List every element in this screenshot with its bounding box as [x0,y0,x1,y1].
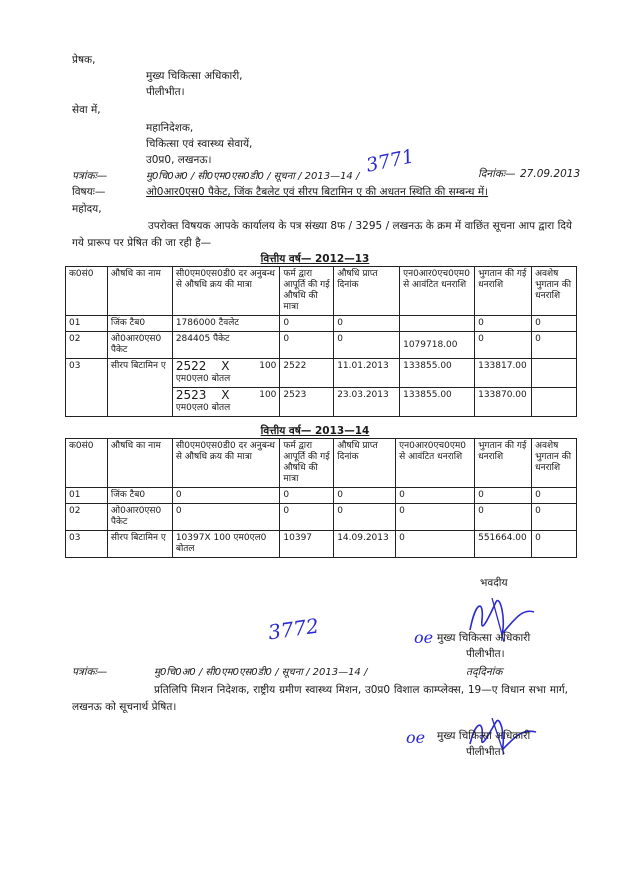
subject-label: विषयः— [72,186,106,198]
table1-title: वित्तीय वर्ष— 2012—13 [260,253,370,265]
col-sn: क0सं0 [66,439,108,488]
cell-date: 0 [334,504,396,531]
sender-label: प्रेषक, [72,54,96,66]
cell-balance: 0 [532,504,577,531]
col-purchase-qty: सी0एम0एस0डी0 दर अनुबन्ध से औषधि क्रय की मात्रा [172,439,280,488]
cell-name: ओ0आर0एस0 पैकेट [107,504,172,531]
cell-qty: 0 [172,504,280,531]
cell-supplied: 0 [280,332,334,359]
cell-allotted: 0 [396,504,475,531]
col-balance: अवशेष भुगतान की धनराशि [532,439,577,488]
table-row [66,359,577,388]
table-row [66,332,577,359]
cell-date: 11.01.2013 [334,359,400,388]
to-line-2: चिकित्सा एवं स्वास्थ्य सेवायें, [146,138,253,150]
cell-sn: 01 [66,316,108,332]
yours-faithfully: भवदीय [480,577,508,589]
cell-allotted: 133855.00 [400,359,475,388]
sign-title-2: मुख्य चिकित्सा अधिकारी [437,730,531,742]
cell-balance [532,388,577,417]
col-medicine: औषधि का नाम [107,267,172,316]
cell-qty: 0 [172,488,280,504]
cell-allotted [400,316,475,332]
cell-supplied: 2523 [280,388,334,417]
ref-label: पत्रांकः— [72,170,108,182]
salutation: महोदय, [72,203,102,215]
qty-x: X [221,359,230,373]
table-header-row [66,439,577,488]
col-purchase-qty: सी0एम0एस0डी0 दर अनुबन्ध से औषधि क्रय की मात्रा [172,267,280,316]
qty-mid: 100 [259,361,277,371]
col-supplied: फर्म द्वारा आपूर्ति की गई औषधि की मात्रा [280,439,334,488]
cell-balance: 0 [532,531,577,558]
cell-date: 0 [334,316,400,332]
qty-number: 2522 [175,359,207,373]
table2-title: वित्तीय वर्ष— 2013—14 [260,425,370,437]
table-row [66,488,577,504]
cell-qty [172,388,280,417]
cell-balance: 0 [532,332,577,359]
cell-balance [532,359,577,388]
cell-name: जिंक टैब0 [107,316,172,332]
sender-line-1: मुख्य चिकित्सा अधिकारी, [146,70,243,82]
cell-supplied: 10397 [280,531,334,558]
sign-place-2: पीलीभीत। [466,746,505,758]
col-paid: भुगतान की गई धनराशि [475,267,532,316]
cell-paid: 0 [475,316,532,332]
cell-balance: 0 [532,316,577,332]
copy-date: तद्‌दिनांक [466,666,503,678]
cell-sn: 02 [66,332,108,359]
qty-unit: एम0एल0 बोतल [175,374,231,384]
col-medicine: औषधि का नाम [107,439,172,488]
copy-ref-label: पत्रांकः— [72,666,108,678]
table-row [66,531,577,558]
table-2012-13 [65,266,577,417]
cell-supplied: 0 [280,316,334,332]
cell-date: 23.03.2013 [334,388,400,417]
cell-qty [172,359,280,388]
cell-paid: 133870.00 [475,388,532,417]
cell-allotted: 133855.00 [400,388,475,417]
cell-supplied: 0 [280,488,334,504]
cell-name: ओ0आर0एस0 पैकेट [107,332,172,359]
col-allotted: एन0आर0एच0एम0 से आवंटित धनराशि [396,439,475,488]
col-received-date: औषधि प्राप्त दिनांक [334,439,396,488]
cell-name: सीरप बिटामिन ए [107,531,172,558]
cell-allotted: 0 [396,488,475,504]
table-header-row [66,267,577,316]
handwritten-ref2: 3772 [266,613,321,645]
initials-2: oe [406,728,426,747]
date-label: दिनांकः— [478,168,516,180]
table-row [66,504,577,531]
cell-name: सीरप बिटामिन ए [107,359,172,417]
to-line-3: उ0प्र0, लखनऊ। [146,154,212,166]
table-2013-14 [65,438,577,558]
col-balance: अवशेष भुगतान की धनराशि [532,267,577,316]
col-allotted: एन0आर0एच0एम0 से आवंटित धनराशि [400,267,475,316]
handwritten-ref: 3771 [364,145,417,177]
cell-paid: 0 [475,332,532,359]
body-paragraph: उपरोक्त विषयक आपके कार्यालय के पत्र संख्या 8फ / 3295 / लखनऊ के क्रम में वाछिंत सूचना आप द्वारा दिये गये प्रारूप पर प्रेषित की जा रही है— [72,220,572,249]
cell-balance: 0 [532,488,577,504]
cell-allotted: 1079718.00 [400,332,475,359]
qty-unit: एम0एल0 बोतल [175,403,231,413]
sign-title-1: मुख्य चिकित्सा अधिकारी [437,632,531,644]
col-supplied: फर्म द्वारा आपूर्ति की गई औषधि की मात्रा [280,267,334,316]
col-received-date: औषधि प्राप्त दिनांक [334,267,400,316]
cell-paid: 551664.00 [475,531,532,558]
cell-sn: 02 [66,504,108,531]
copy-text: प्रतिलिपि मिशन निदेशक, राष्ट्रीय ग्रमीण स्वास्थ्य मिशन, उ0प्र0 विशाल काम्प्लेक्स, 19—ए विधान सभा मार्ग, लखनऊ को सूचनार्थ प्रेषित। [72,684,568,713]
initials-1: oe [414,628,434,647]
to-line-1: महानिदेशक, [146,122,194,134]
to-label: सेवा में, [72,104,101,116]
cell-supplied: 2522 [280,359,334,388]
cell-sn: 03 [66,359,108,417]
qty-mid: 100 [259,390,277,400]
cell-date: 14.09.2013 [334,531,396,558]
cell-sn: 03 [66,531,108,558]
subject-text: ओ0आर0एस0 पैकेट, जिंक टैबलेट एवं सीरप बिटामिन ए की अधतन स्थिति की सम्बन्ध में। [146,186,489,198]
cell-allotted: 0 [396,531,475,558]
cell-paid: 0 [475,504,532,531]
cell-qty: 10397X 100 एम0एल0 बोतल [172,531,280,558]
qty-number: 2523 [175,388,207,402]
cell-date: 0 [334,488,396,504]
col-sn: क0सं0 [66,267,108,316]
col-paid: भुगतान की गई धनराशि [475,439,532,488]
sign-place-1: पीलीभीत। [466,648,505,660]
copy-ref-number: मु0चि0अ0 / सी0एम0एस0डी0 / सूचना / 2013—14 / [154,667,368,678]
date-value: 27.09.2013 [520,168,581,180]
cell-name: जिंक टैब0 [107,488,172,504]
cell-qty: 1786000 टैवलेट [172,316,280,332]
cell-date: 0 [334,332,400,359]
qty-x: X [221,388,230,402]
table-row [66,316,577,332]
ref-number: मु0चि0अ0 / सी0एम0एस0डी0 / सूचना / 2013—14 / [146,171,360,182]
cell-qty: 284405 पैकेट [172,332,280,359]
sender-line-2: पीलीभीत। [146,86,185,98]
cell-supplied: 0 [280,504,334,531]
cell-sn: 01 [66,488,108,504]
cell-paid: 133817.00 [475,359,532,388]
cell-paid: 0 [475,488,532,504]
